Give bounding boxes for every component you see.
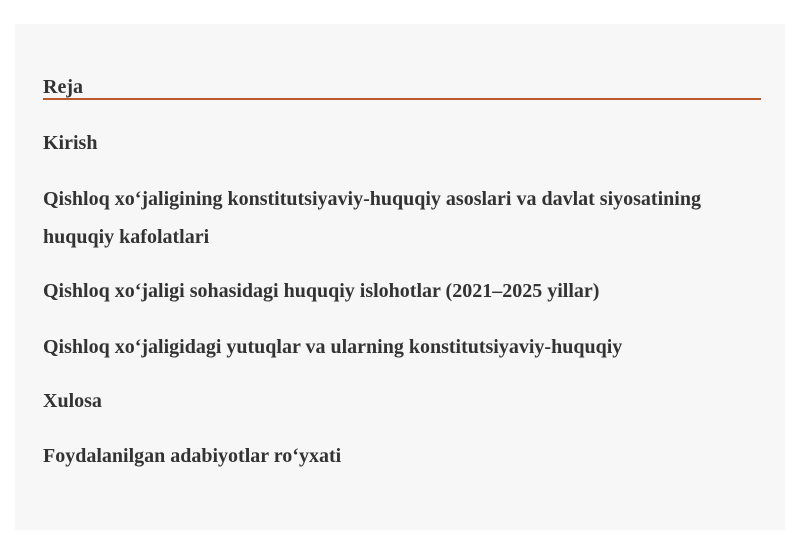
toc-item-achievements: Qishloq xo‘jaligidagi yutuqlar va ularning konstitutsiyaviy-huquqiy [43, 336, 623, 358]
plan-heading: Reja [43, 76, 761, 100]
toc-item-legal-reforms: Qishloq xo‘jaligi sohasidagi huquqiy islohotlar (2021–2025 yillar) [43, 280, 600, 302]
toc-item-references: Foydalanilgan adabiyotlar ro‘yxati [43, 445, 342, 467]
toc-item-introduction: Kirish [43, 132, 98, 154]
document-page [15, 24, 785, 530]
toc-item-conclusion: Xulosa [43, 390, 102, 412]
toc-item-constitutional-foundations: Qishloq xo‘jaligining konstitutsiyaviy-huquqiy asoslari va davlat siyosatining huquqiy kafolatlari [43, 188, 701, 248]
